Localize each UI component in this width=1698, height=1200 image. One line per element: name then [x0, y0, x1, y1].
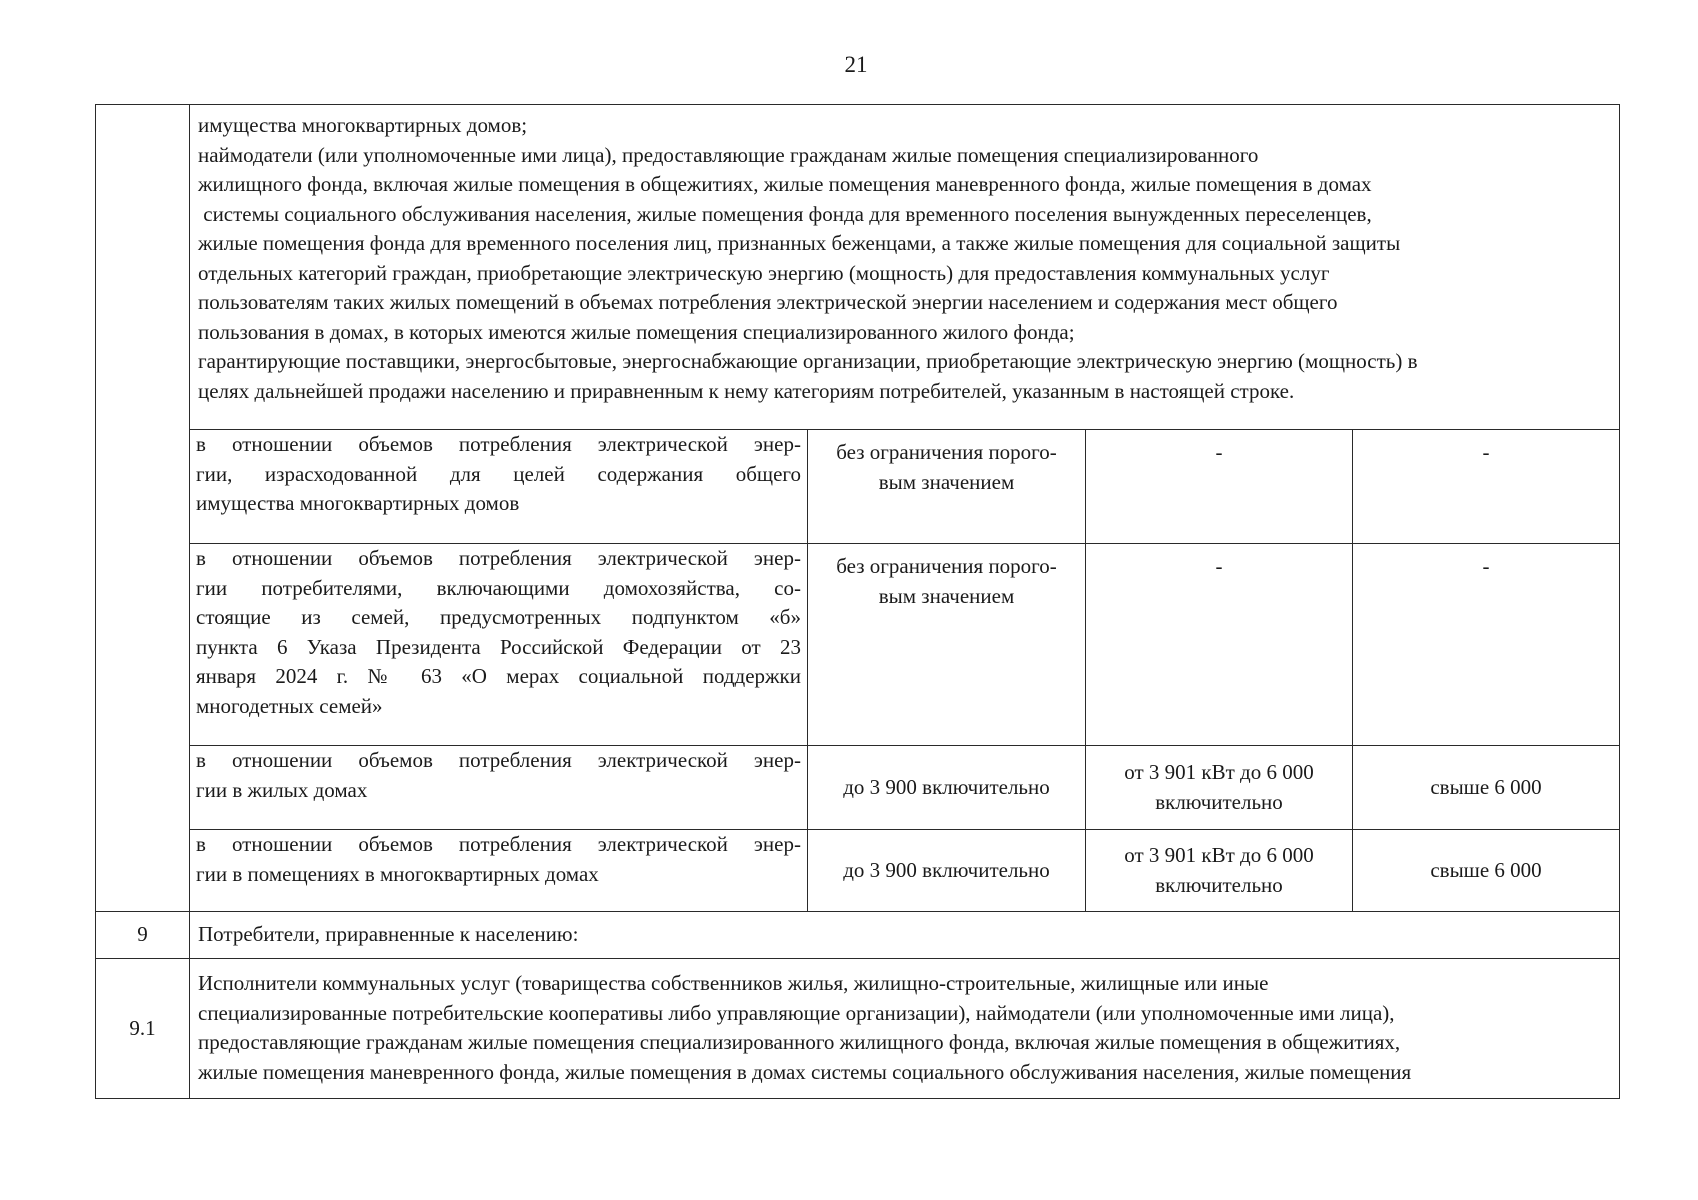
- table-row: [96, 746, 1620, 830]
- text-line: имущества многоквартирных домов: [196, 491, 520, 515]
- threshold-cell: до 3 900 включительно: [808, 830, 1086, 912]
- text-line: специализированные потребительские кооперативы либо управляющие организации), наймодатели (или уполномоченные ими лица),: [198, 1000, 1395, 1025]
- range-cell: [1086, 830, 1353, 912]
- text-line: в отношении объемов потребления электрической энер-: [196, 432, 801, 456]
- text-line: отдельных категорий граждан, приобретающие электрическую энергию (мощность) для предоставления коммунальных услуг: [198, 260, 1330, 285]
- text-line: жилые помещения маневренного фонда, жилые помещения в домах системы социального обслуживания населения, жилые помещения: [198, 1059, 1412, 1084]
- range-cell: -: [1086, 544, 1353, 746]
- row-number-cell-empty: [96, 105, 190, 912]
- text-line: включительно: [1155, 789, 1283, 814]
- text-line: гии в жилых домах: [196, 777, 368, 802]
- table-row: [96, 430, 1620, 544]
- tariff-table: [95, 104, 1620, 1099]
- text-line: целях дальнейшей продажи населению и приравненным к нему категориям потребителей, указанным в настоящей строке.: [198, 378, 1295, 403]
- text-line: жилищного фонда, включая жилые помещения в общежитиях, жилые помещения маневренного фонда, жилые помещения в домах: [198, 172, 1372, 196]
- table-row: [96, 105, 1620, 430]
- text-line: января 2024 г. № 63 «О мерах социальной поддержки: [196, 664, 801, 688]
- text-line: в отношении объемов потребления электрической энер-: [196, 546, 801, 570]
- consumption-description: [190, 830, 808, 912]
- text-line: гарантирующие поставщики, энергосбытовые, энергоснабжающие организации, приобретающие электрическую энергию (мощность) в: [198, 349, 1418, 373]
- text-line: предоставляющие гражданам жилые помещения специализированного жилищного фонда, включая жилые помещения в общежитиях,: [198, 1030, 1401, 1054]
- text-line: имущества многоквартирных домов;: [198, 113, 528, 137]
- page-number: 21: [844, 52, 868, 77]
- text-line: без ограничения порого-: [836, 554, 1057, 578]
- above-cell: свыше 6 000: [1353, 746, 1620, 830]
- text-line: от 3 901 кВт до 6 000: [1124, 760, 1314, 784]
- text-line: включительно: [1155, 872, 1283, 897]
- above-cell: -: [1353, 430, 1620, 544]
- section-text-cell: [190, 959, 1620, 1099]
- threshold-cell: [808, 544, 1086, 746]
- range-cell: [1086, 746, 1353, 830]
- text-line: Исполнители коммунальных услуг (товарищества собственников жилья, жилищно-строительные, жилищные или иные: [198, 971, 1269, 995]
- text-line: многодетных семей»: [196, 693, 383, 718]
- continuation-text-cell: [190, 105, 1620, 430]
- range-cell: -: [1086, 430, 1353, 544]
- consumption-description: [190, 430, 808, 544]
- row-number: 9.1: [96, 959, 190, 1099]
- threshold-cell: [808, 430, 1086, 544]
- text-line: гии потребителями, включающими домохозяйства, со-: [196, 575, 801, 600]
- text-line: гии в помещениях в многоквартирных домах: [196, 861, 599, 886]
- text-line: пункта 6 Указа Президента Российской Федерации от 23: [196, 634, 801, 659]
- consumption-description: [190, 544, 808, 746]
- text-line: гии, израсходованной для целей содержания общего: [196, 461, 801, 486]
- threshold-cell: до 3 900 включительно: [808, 746, 1086, 830]
- text-line: стоящие из семей, предусмотренных подпунктом «б»: [196, 605, 801, 629]
- text-line: в отношении объемов потребления электрической энер-: [196, 748, 801, 772]
- text-line: пользования в домах, в которых имеются жилые помещения специализированного жилого фонда;: [198, 319, 1075, 344]
- text-line: пользователям таких жилых помещений в объемах потребления электрической энергии населением и содержания мест общего: [198, 290, 1338, 314]
- text-line: системы социального обслуживания населения, жилые помещения фонда для временного поселения вынужденных переселенцев,: [198, 201, 1372, 226]
- section-heading: Потребители, приравненные к населению:: [190, 912, 1620, 959]
- above-cell: свыше 6 000: [1353, 830, 1620, 912]
- text-line: вым значением: [878, 583, 1015, 608]
- consumption-description: [190, 746, 808, 830]
- table-row: [96, 959, 1620, 1099]
- row-number: 9: [96, 912, 190, 959]
- table-row: [96, 830, 1620, 912]
- text-line: наймодатели (или уполномоченные ими лица), предоставляющие гражданам жилые помещения специализированного: [198, 142, 1259, 167]
- text-line: вым значением: [878, 469, 1015, 494]
- text-line: без ограничения порого-: [836, 440, 1057, 464]
- table-row: [96, 912, 1620, 959]
- text-line: в отношении объемов потребления электрической энер-: [196, 832, 801, 856]
- text-line: от 3 901 кВт до 6 000: [1124, 843, 1314, 867]
- table-row: [96, 544, 1620, 746]
- text-line: жилые помещения фонда для временного поселения лиц, признанных беженцами, а также жилые помещения для социальной защиты: [198, 231, 1401, 255]
- above-cell: -: [1353, 544, 1620, 746]
